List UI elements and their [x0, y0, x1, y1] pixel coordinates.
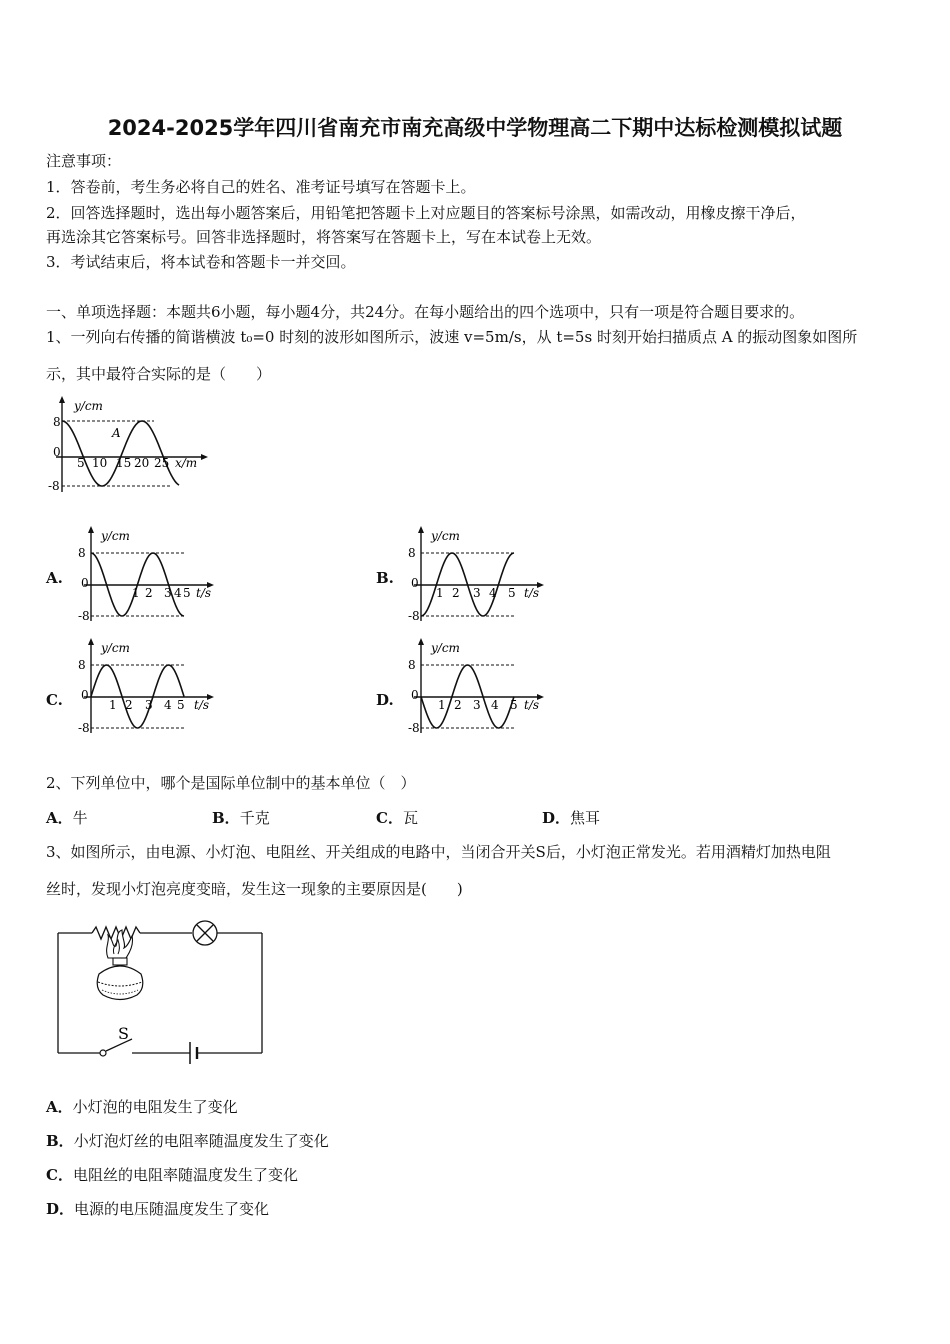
wave-x-arrow	[201, 454, 208, 460]
notice-item-3: 3．考试结束后，将本试卷和答题卡一并交回。	[46, 253, 356, 271]
wave-tick-10: 10	[92, 456, 108, 470]
option-a-y-label: y/cm	[101, 529, 130, 543]
notice-item-1: 1．答卷前，考生务必将自己的姓名、准考证号填写在答题卡上。	[46, 178, 476, 196]
option-c-tick-4: 4	[164, 698, 172, 712]
option-a-y-pos: 8	[78, 546, 86, 560]
q2-stem: 2、下列单位中，哪个是国际单位制中的基本单位（ ）	[46, 774, 416, 792]
option-d-tick-2: 2	[454, 698, 462, 712]
wave-y-neg: -8	[48, 479, 60, 493]
q2-option-a[interactable]	[46, 808, 88, 828]
option-d-tick-4: 4	[491, 698, 499, 712]
q1-option-b-label[interactable]: B.	[376, 569, 394, 587]
q2-option-d-text: 焦耳	[570, 809, 601, 827]
option-b-tick-1: 1	[436, 586, 444, 600]
option-b-y-label: y/cm	[431, 529, 460, 543]
q1-stem-line2: 示，其中最符合实际的是（ ）	[46, 365, 272, 383]
option-b-y-neg: -8	[408, 609, 420, 623]
option-c-graph	[74, 636, 224, 736]
notice-item-2: 2．回答选择题时，选出每小题答案后，用铅笔把答题卡上对应题目的答案标号涂黑，如需改动，用橡皮擦干净后，	[46, 204, 806, 222]
option-b-tick-5: 5	[508, 586, 516, 600]
q2-option-b-label: B．	[212, 809, 240, 827]
wave-x-label: x/m	[175, 456, 198, 470]
wave-tick-5: 5	[77, 456, 85, 470]
option-b-y-pos: 8	[408, 546, 416, 560]
notice-heading: 注意事项：	[46, 152, 122, 170]
option-b-origin: 0	[411, 576, 419, 590]
wave-y-arrow	[59, 396, 65, 403]
q2-option-a-text: 牛	[72, 809, 88, 827]
q3-option-b-label: B．	[46, 1132, 74, 1150]
option-a-tick-3: 3	[164, 586, 172, 600]
option-d-tick-1: 1	[438, 698, 446, 712]
q2-option-d-label: D．	[542, 809, 571, 827]
option-d-origin: 0	[411, 688, 419, 702]
option-c-tick-2: 2	[125, 698, 133, 712]
q3-stem-line2: 丝时，发现小灯泡亮度变暗，发生这一现象的主要原因是( )	[46, 880, 463, 898]
option-c-x-label: t/s	[194, 698, 210, 712]
option-a-x-label: t/s	[196, 586, 212, 600]
q1-option-a-label[interactable]: A.	[46, 569, 63, 587]
option-d-tick-5: 5	[510, 698, 518, 712]
alcohol-lamp-icon	[97, 930, 143, 1000]
notice-item-2-cont: 再选涂其它答案标号。回答非选择题时，将答案写在答题卡上，写在本试卷上无效。	[46, 228, 602, 246]
q3-option-a-label: A．	[46, 1098, 73, 1116]
wave-tick-15: 15	[116, 456, 132, 470]
lamp-icon	[193, 921, 217, 945]
q2-option-d[interactable]	[542, 808, 600, 828]
option-a-tick-1: 1	[132, 586, 140, 600]
option-c-y-pos: 8	[78, 658, 86, 672]
circuit-figure	[52, 918, 268, 1062]
q2-option-c-label: C．	[376, 809, 403, 827]
option-b-tick-3: 3	[473, 586, 481, 600]
switch-label: S	[118, 1024, 129, 1043]
q3-option-d[interactable]	[46, 1199, 269, 1219]
option-c-y-label: y/cm	[101, 641, 130, 655]
option-a-tick-2: 2	[145, 586, 153, 600]
wave-tick-25: 25	[154, 456, 170, 470]
option-c-tick-5: 5	[177, 698, 185, 712]
q3-stem-line1: 3、如图所示，由电源、小灯泡、电阻丝、开关组成的电路中，当闭合开关S后，小灯泡正常发光。若用酒精灯加热电阻	[46, 843, 831, 861]
q2-option-c-text: 瓦	[402, 809, 418, 827]
option-a-graph	[74, 524, 224, 624]
q3-option-b[interactable]	[46, 1131, 329, 1151]
option-b-graph	[404, 524, 554, 624]
q3-option-a[interactable]	[46, 1097, 238, 1117]
option-b-tick-2: 2	[452, 586, 460, 600]
q1-option-c-label[interactable]: C.	[46, 691, 63, 709]
option-a-tick-4: 4	[174, 586, 182, 600]
option-c-y-neg: -8	[78, 721, 90, 735]
wave-origin: 0	[53, 445, 61, 459]
q3-option-b-text: 小灯泡灯丝的电阻率随温度发生了变化	[73, 1132, 329, 1150]
wave-y-label: y/cm	[74, 399, 103, 413]
q2-option-b-text: 千克	[239, 809, 270, 827]
option-d-x-label: t/s	[524, 698, 540, 712]
option-d-y-pos: 8	[408, 658, 416, 672]
option-d-graph	[404, 636, 554, 736]
q2-option-a-label: A．	[46, 809, 73, 827]
option-a-tick-5: 5	[183, 586, 191, 600]
q3-option-c-text: 电阻丝的电阻率随温度发生了变化	[72, 1166, 298, 1184]
option-c-tick-1: 1	[109, 698, 117, 712]
option-a-y-neg: -8	[78, 609, 90, 623]
q1-stem-line1: 1、一列向右传播的简谐横波 t₀=0 时刻的波形如图所示，波速 v=5m/s，从 t=5s 时刻开始扫描质点 A 的振动图象如图所	[46, 328, 858, 346]
q3-option-d-text: 电源的电压随温度发生了变化	[74, 1200, 270, 1218]
wave-point-a: A	[112, 426, 121, 440]
battery-icon	[190, 1042, 197, 1064]
q1-option-d-label[interactable]: D.	[376, 691, 394, 709]
option-a-origin: 0	[81, 576, 89, 590]
option-c-origin: 0	[81, 688, 89, 702]
q3-option-a-text: 小灯泡的电阻发生了变化	[72, 1098, 238, 1116]
q3-option-c[interactable]	[46, 1165, 298, 1185]
q3-option-c-label: C．	[46, 1166, 73, 1184]
q2-option-b[interactable]	[212, 808, 270, 828]
page-title: 2024-2025学年四川省南充市南充高级中学物理高二下期中达标检测模拟试题	[107, 116, 843, 140]
wave-y-pos: 8	[53, 415, 61, 429]
option-c-tick-3: 3	[145, 698, 153, 712]
option-d-y-label: y/cm	[431, 641, 460, 655]
q2-option-c[interactable]	[376, 808, 418, 828]
wave-tick-20: 20	[134, 456, 150, 470]
option-d-y-neg: -8	[408, 721, 420, 735]
q3-option-d-label: D．	[46, 1200, 75, 1218]
option-b-tick-4: 4	[489, 586, 497, 600]
option-b-x-label: t/s	[524, 586, 540, 600]
section-heading: 一、单项选择题：本题共6小题，每小题4分，共24分。在每小题给出的四个选项中，只有一项是符合题目要求的。	[46, 303, 805, 321]
option-d-tick-3: 3	[473, 698, 481, 712]
wave-figure	[44, 394, 209, 496]
